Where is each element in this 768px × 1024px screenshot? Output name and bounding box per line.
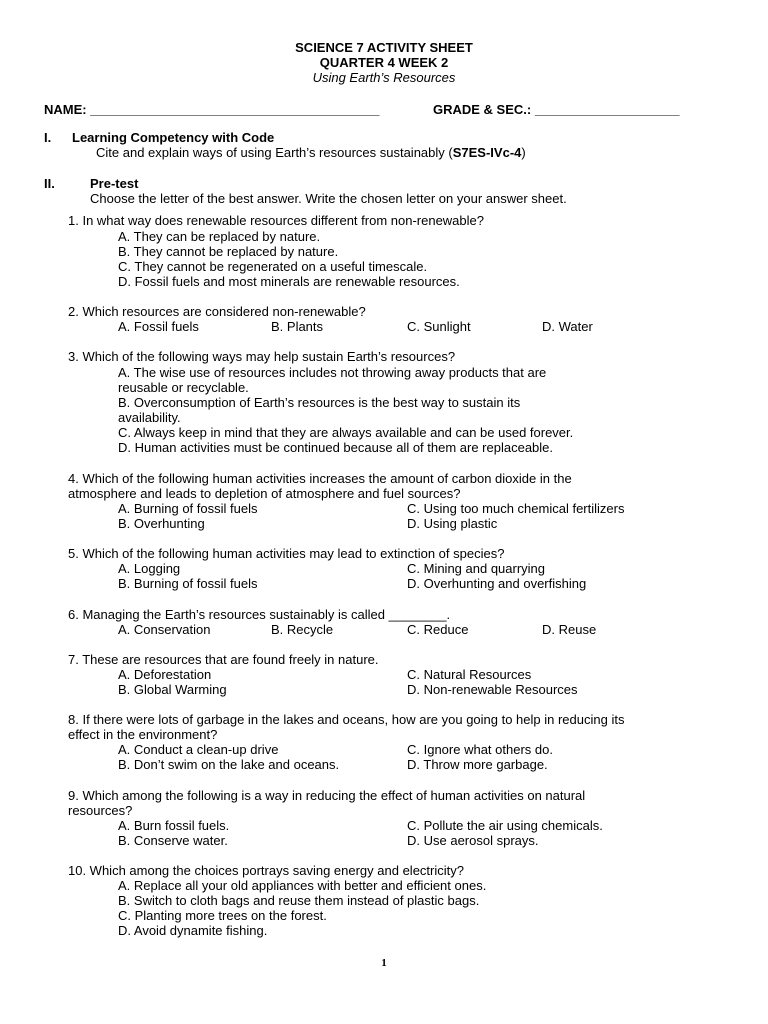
option: B. Burning of fossil fuels <box>118 576 258 591</box>
option: B. Overconsumption of Earth’s resources is the best way to sustain its <box>118 395 521 410</box>
question-text: 6. Managing the Earth’s resources sustainably is called ________. <box>68 607 451 622</box>
name-blank[interactable]: ________________________________________ <box>90 102 380 117</box>
question-7 <box>68 652 718 667</box>
option: B. Global Warming <box>118 682 227 697</box>
question-text: 5. Which of the following human activities may lead to extinction of species? <box>68 546 505 561</box>
option: D. Fossil fuels and most minerals are renewable resources. <box>118 274 460 289</box>
option: B. Switch to cloth bags and reuse them instead of plastic bags. <box>118 893 480 908</box>
option: A. The wise use of resources includes not throwing away products that are <box>118 365 547 380</box>
competency-close: ) <box>521 145 526 160</box>
section1-numeral: I. <box>44 130 52 145</box>
question-text: 4. Which of the following human activities increases the amount of carbon dioxide in the <box>68 471 572 486</box>
option: A. Burn fossil fuels. <box>118 818 230 833</box>
competency-code: S7ES-IVc-4 <box>452 145 522 160</box>
section2-title: Pre-test <box>90 176 139 191</box>
option-continuation: reusable or recyclable. <box>118 380 249 395</box>
question-text: 9. Which among the following is a way in reducing the effect of human activities on natural <box>68 788 586 803</box>
option: D. Use aerosol sprays. <box>407 833 539 848</box>
name-field-row <box>44 102 379 117</box>
question-4 <box>68 471 718 501</box>
option: B. Don’t swim on the lake and oceans. <box>118 757 340 772</box>
question-text-continuation: effect in the environment? <box>68 727 218 743</box>
option: D. Human activities must be continued because all of them are replaceable. <box>118 440 554 455</box>
question-1 <box>68 213 718 228</box>
option: A. They can be replaced by nature. <box>118 229 321 244</box>
grade-label: GRADE & SEC.: <box>433 102 532 117</box>
option: C. Natural Resources <box>407 667 532 682</box>
sheet-subtitle: QUARTER 4 WEEK 2 <box>319 55 449 70</box>
question-8 <box>68 712 718 742</box>
option: C. Using too much chemical fertilizers <box>407 501 625 516</box>
question-text: 1. In what way does renewable resources different from non-renewable? <box>68 213 484 228</box>
option: D. Throw more garbage. <box>407 757 548 772</box>
option: A. Conduct a clean-up drive <box>118 742 279 757</box>
section1-title: Learning Competency with Code <box>72 130 275 145</box>
option: C. Planting more trees on the forest. <box>118 908 327 923</box>
option: A. Logging <box>118 561 181 576</box>
option: D. Overhunting and overfishing <box>407 576 587 591</box>
grade-field-row <box>433 102 679 117</box>
option: A. Replace all your old appliances with better and efficient ones. <box>118 878 487 893</box>
option: D. Water <box>542 319 593 334</box>
question-text: 2. Which resources are considered non-renewable? <box>68 304 366 319</box>
option: B. Conserve water. <box>118 833 228 848</box>
page-number: 1 <box>381 957 387 969</box>
grade-blank[interactable]: ____________________ <box>534 102 680 117</box>
question-text: 3. Which of the following ways may help sustain Earth’s resources? <box>68 349 456 364</box>
question-5 <box>68 546 718 561</box>
option: C. Reduce <box>407 622 469 637</box>
competency-text: Cite and explain ways of using Earth’s resources sustainably ( <box>96 145 453 160</box>
option: B. Recycle <box>271 622 334 637</box>
option: A. Deforestation <box>118 667 212 682</box>
name-label: NAME: <box>44 102 87 117</box>
question-text-continuation: atmosphere and leads to depletion of atmosphere and fuel sources? <box>68 486 461 502</box>
option: C. Pollute the air using chemicals. <box>407 818 603 833</box>
option: D. Avoid dynamite fishing. <box>118 923 268 938</box>
option: C. Always keep in mind that they are always available and can be used forever. <box>118 425 574 440</box>
option: B. They cannot be replaced by nature. <box>118 244 339 259</box>
option: D. Non-renewable Resources <box>407 682 578 697</box>
option: B. Overhunting <box>118 516 205 531</box>
question-text: 7. These are resources that are found freely in nature. <box>68 652 379 667</box>
option: A. Conservation <box>118 622 211 637</box>
question-9 <box>68 788 718 818</box>
option: C. Sunlight <box>407 319 471 334</box>
option: C. Ignore what others do. <box>407 742 553 757</box>
pretest-instruction: Choose the letter of the best answer. Write the chosen letter on your answer sheet. <box>90 191 567 206</box>
option-continuation: availability. <box>118 410 181 425</box>
question-2 <box>68 304 718 319</box>
question-text: 10. Which among the choices portrays saving energy and electricity? <box>68 863 464 878</box>
option: A. Fossil fuels <box>118 319 199 334</box>
option: B. Plants <box>271 319 324 334</box>
option: C. They cannot be regenerated on a useful timescale. <box>118 259 428 274</box>
question-10 <box>68 863 718 878</box>
question-3 <box>68 349 718 364</box>
learning-competency-text <box>96 145 526 160</box>
section2-numeral: II. <box>44 176 55 191</box>
sheet-topic: Using Earth’s Resources <box>312 70 456 85</box>
question-text: 8. If there were lots of garbage in the lakes and oceans, how are you going to help in reducing its <box>68 712 625 727</box>
sheet-title: SCIENCE 7 ACTIVITY SHEET <box>295 40 473 55</box>
option: C. Mining and quarrying <box>407 561 546 576</box>
question-text-continuation: resources? <box>68 803 133 819</box>
question-6 <box>68 607 718 622</box>
option: D. Using plastic <box>407 516 498 531</box>
option: A. Burning of fossil fuels <box>118 501 258 516</box>
option: D. Reuse <box>542 622 597 637</box>
